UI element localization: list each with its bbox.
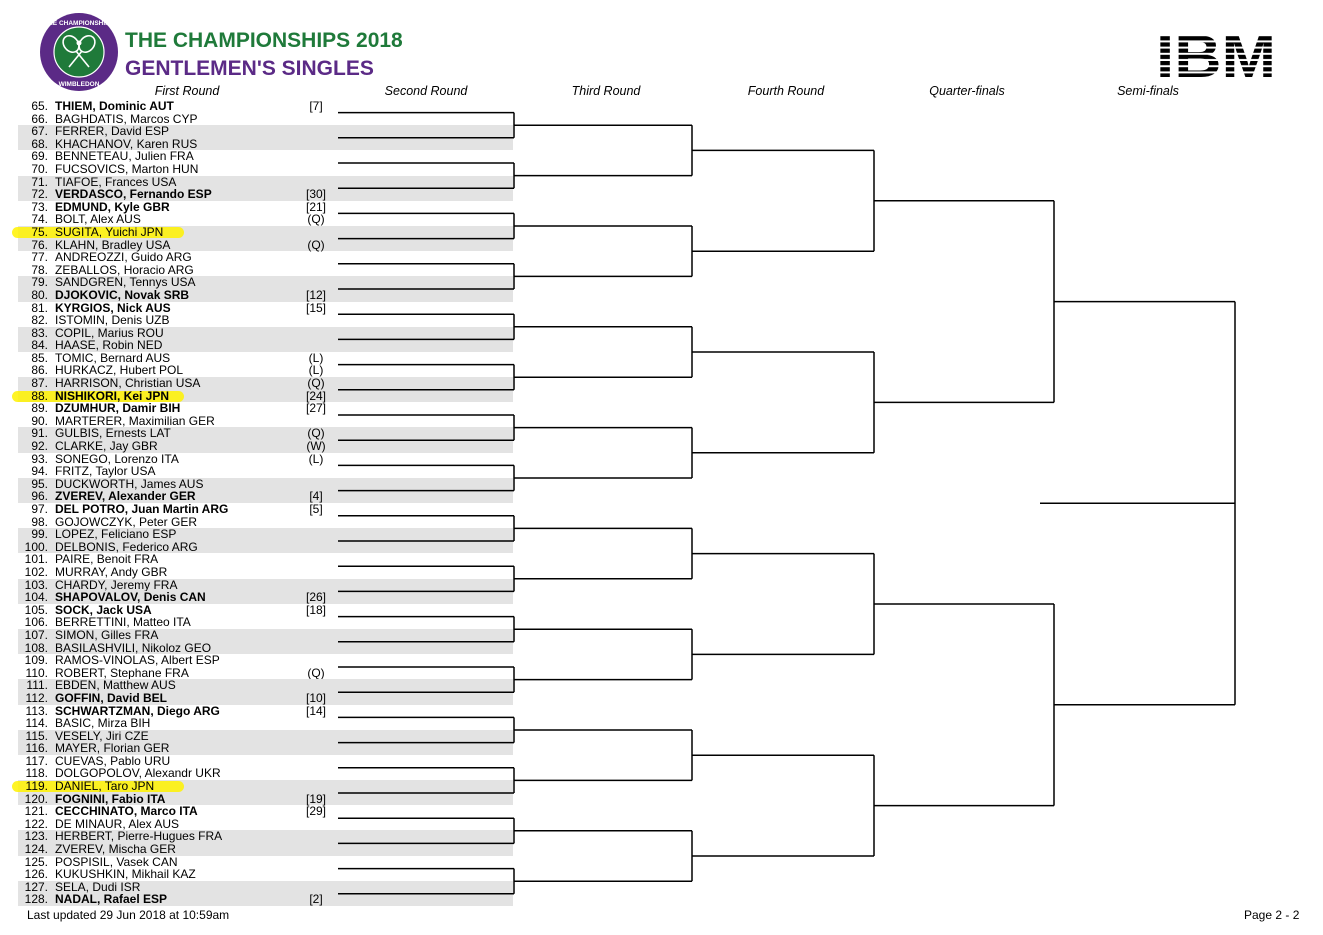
player-seed: [5]: [309, 502, 323, 516]
player-name: ROBERT, Stephane FRA: [55, 665, 189, 680]
page-number: Page 2 - 2: [1244, 908, 1300, 922]
player-number: 128.: [24, 892, 48, 907]
player-name: COPIL, Marius ROU: [55, 325, 164, 340]
player-number: 87.: [31, 376, 48, 391]
player-name: ZVEREV, Alexander GER: [55, 489, 196, 504]
player-name: BERRETTINI, Matteo ITA: [55, 615, 191, 630]
player-number: 124.: [24, 842, 48, 857]
player-number: 93.: [31, 451, 48, 466]
player-number: 88.: [31, 388, 48, 403]
player-number: 71.: [31, 174, 48, 189]
round-header-3: Third Round: [571, 84, 641, 98]
last-updated: Last updated 29 Jun 2018 at 10:59am: [27, 908, 230, 922]
player-name: BAGHDATIS, Marcos CYP: [55, 111, 198, 126]
player-number: 106.: [24, 615, 48, 630]
player-name: THIEM, Dominic AUT: [55, 99, 174, 113]
player-name: FERRER, David ESP: [55, 124, 170, 139]
player-name: TOMIC, Bernard AUS: [55, 350, 171, 365]
player-seed: [21]: [305, 199, 326, 214]
player-seed: (W): [306, 439, 326, 454]
player-number: 109.: [24, 653, 48, 668]
player-seed: [10]: [305, 690, 326, 705]
player-number: 80.: [31, 287, 48, 302]
player-number: 102.: [24, 564, 48, 579]
round-header-2: Second Round: [384, 84, 468, 98]
player-name: FOGNINI, Fabio ITA: [55, 791, 166, 806]
player-name: SELA, Dudi ISR: [55, 879, 141, 894]
player-seed: [26]: [305, 590, 326, 605]
player-name: SONEGO, Lorenzo ITA: [55, 451, 179, 466]
player-number: 110.: [25, 665, 48, 680]
player-number: 112.: [25, 690, 48, 705]
player-number: 120.: [24, 791, 48, 806]
player-seed: [24]: [305, 388, 326, 403]
player-number: 89.: [31, 401, 48, 416]
player-seed: [27]: [305, 401, 326, 416]
player-number: 121.: [24, 804, 48, 819]
player-name: DANIEL, Taro JPN: [55, 779, 155, 794]
player-seed: [4]: [309, 489, 323, 504]
player-name: BOLT, Alex AUS: [55, 212, 141, 227]
player-number: 116.: [25, 741, 48, 756]
player-number: 97.: [31, 502, 48, 516]
player-name: KHACHANOV, Karen RUS: [55, 136, 198, 151]
player-name: DJOKOVIC, Novak SRB: [55, 287, 190, 302]
player-number: 105.: [24, 602, 48, 617]
round-header-6: Semi-finals: [1117, 84, 1179, 98]
player-number: 98.: [31, 514, 48, 529]
player-name: ISTOMIN, Denis UZB: [55, 313, 170, 328]
player-name: ZVEREV, Mischa GER: [55, 842, 176, 857]
player-name: DZUMHUR, Damir BIH: [55, 401, 181, 416]
player-number: 69.: [31, 149, 48, 164]
player-name: NISHIKORI, Kei JPN: [55, 388, 170, 403]
player-seed: [30]: [305, 187, 326, 202]
player-name: MAYER, Florian GER: [55, 741, 170, 756]
player-name: BENNETEAU, Julien FRA: [55, 149, 194, 164]
player-number: 65.: [31, 99, 48, 113]
player-number: 125.: [24, 854, 48, 869]
round-header-4: Fourth Round: [747, 84, 825, 98]
player-number: 72.: [31, 187, 48, 202]
player-seed: (Q): [307, 426, 325, 441]
player-seed: [2]: [309, 892, 323, 907]
player-number: 77.: [31, 250, 48, 265]
player-seed: [15]: [305, 300, 326, 315]
player-number: 123.: [24, 829, 48, 844]
player-number: 101.: [24, 552, 48, 567]
player-number: 113.: [25, 703, 48, 718]
player-number: 81.: [31, 300, 48, 315]
player-name: BASILASHVILI, Nikoloz GEO: [55, 640, 212, 655]
player-seed: [12]: [305, 287, 326, 302]
player-name: VERDASCO, Fernando ESP: [55, 187, 212, 202]
player-number: 92.: [31, 439, 48, 454]
player-number: 85.: [31, 350, 48, 365]
player-number: 117.: [25, 753, 48, 768]
player-number: 86.: [31, 363, 48, 378]
player-name: MARTERER, Maximilian GER: [55, 413, 215, 428]
player-number: 111.: [26, 678, 48, 693]
player-number: 99.: [31, 527, 48, 542]
player-number: 67.: [31, 124, 48, 139]
player-number: 70.: [31, 161, 48, 176]
player-seed: (L): [308, 451, 324, 466]
player-seed: [14]: [305, 703, 326, 718]
player-name: HERBERT, Pierre-Hugues FRA: [55, 829, 223, 844]
player-name: DELBONIS, Federico ARG: [55, 539, 198, 554]
player-number: 83.: [31, 325, 48, 340]
player-name: VESELY, Jiri CZE: [55, 728, 149, 743]
player-number: 122.: [24, 816, 48, 831]
player-name: BASIC, Mirza BIH: [55, 716, 151, 731]
player-name: FUCSOVICS, Marton HUN: [55, 161, 199, 176]
player-name: PAIRE, Benoit FRA: [55, 552, 159, 567]
player-name: SIMON, Gilles FRA: [55, 627, 159, 642]
player-number: 107.: [24, 627, 48, 642]
player-seed: [19]: [305, 791, 326, 806]
player-number: 76.: [31, 237, 48, 252]
player-name: LOPEZ, Feliciano ESP: [55, 527, 177, 542]
player-number: 115.: [25, 728, 48, 743]
player-number: 91.: [31, 426, 48, 441]
player-number: 68.: [31, 136, 48, 151]
player-number: 75.: [31, 224, 48, 239]
player-name: SANDGREN, Tennys USA: [55, 275, 196, 290]
player-seed: (L): [308, 350, 324, 365]
player-name: SUGITA, Yuichi JPN: [55, 224, 164, 239]
logo-text-top: THE CHAMPIONSHIPS: [44, 20, 114, 27]
player-name: KUKUSHKIN, Mikhail KAZ: [55, 867, 196, 882]
player-name: DOLGOPOLOV, Alexandr UKR: [55, 766, 221, 781]
player-name: GULBIS, Ernests LAT: [55, 426, 171, 441]
player-number: 73.: [31, 199, 48, 214]
player-number: 126.: [24, 867, 48, 882]
player-seed: [18]: [305, 602, 326, 617]
player-number: 90.: [31, 413, 48, 428]
player-name: ZEBALLOS, Horacio ARG: [55, 262, 194, 277]
player-name: GOFFIN, David BEL: [55, 690, 168, 705]
page-subtitle: GENTLEMEN'S SINGLES: [125, 57, 374, 80]
player-seed: (Q): [307, 212, 325, 227]
player-number: 82.: [31, 313, 48, 328]
player-number: 74.: [31, 212, 48, 227]
player-name: DE MINAUR, Alex AUS: [55, 816, 180, 831]
player-seed: (Q): [307, 665, 325, 680]
player-number: 94.: [31, 464, 48, 479]
logo-text-bottom: WIMBLEDON: [58, 81, 100, 88]
player-name: MURRAY, Andy GBR: [55, 564, 168, 579]
player-number: 103.: [24, 577, 48, 592]
player-name: RAMOS-VINOLAS, Albert ESP: [55, 653, 220, 668]
player-number: 100.: [24, 539, 48, 554]
player-seed: (Q): [307, 376, 325, 391]
player-name: NADAL, Rafael ESP: [55, 892, 168, 907]
player-name: ANDREOZZI, Guido ARG: [55, 250, 192, 265]
player-number: 84.: [31, 338, 48, 353]
player-name: EDMUND, Kyle GBR: [55, 199, 170, 214]
player-name: CECCHINATO, Marco ITA: [55, 804, 198, 819]
player-name: CLARKE, Jay GBR: [55, 439, 158, 454]
player-number: 118.: [25, 766, 48, 781]
player-name: SHAPOVALOV, Denis CAN: [55, 590, 206, 605]
player-number: 119.: [25, 779, 48, 794]
player-seed: (Q): [307, 237, 325, 252]
player-name: HARRISON, Christian USA: [55, 376, 201, 391]
player-name: SOCK, Jack USA: [55, 602, 152, 617]
player-name: GOJOWCZYK, Peter GER: [55, 514, 198, 529]
round-header-5: Quarter-finals: [929, 84, 1005, 98]
player-name: CUEVAS, Pablo URU: [55, 753, 171, 768]
player-number: 104.: [24, 590, 48, 605]
player-number: 108.: [24, 640, 48, 655]
round-header-1: First Round: [154, 84, 220, 98]
player-number: 95.: [31, 476, 48, 491]
player-name: KYRGIOS, Nick AUS: [55, 300, 171, 315]
player-name: TIAFOE, Frances USA: [55, 174, 177, 189]
player-number: 96.: [31, 489, 48, 504]
page-title: THE CHAMPIONSHIPS 2018: [125, 29, 403, 52]
player-number: 79.: [31, 275, 48, 290]
player-name: DUCKWORTH, James AUS: [55, 476, 204, 491]
player-number: 114.: [25, 716, 48, 731]
player-seed: [29]: [305, 804, 326, 819]
player-number: 78.: [31, 262, 48, 277]
player-number: 66.: [31, 111, 48, 126]
player-name: HAASE, Robin NED: [55, 338, 163, 353]
player-seed: [7]: [309, 99, 323, 113]
player-name: HURKACZ, Hubert POL: [55, 363, 184, 378]
player-name: SCHWARTZMAN, Diego ARG: [55, 703, 220, 718]
player-name: POSPISIL, Vasek CAN: [55, 854, 178, 869]
player-number: 127.: [24, 879, 48, 894]
player-seed: (L): [308, 363, 324, 378]
player-name: KLAHN, Bradley USA: [55, 237, 171, 252]
player-name: FRITZ, Taylor USA: [55, 464, 156, 479]
player-name: EBDEN, Matthew AUS: [55, 678, 176, 693]
player-name: CHARDY, Jeremy FRA: [55, 577, 178, 592]
player-name: DEL POTRO, Juan Martin ARG: [55, 502, 229, 516]
